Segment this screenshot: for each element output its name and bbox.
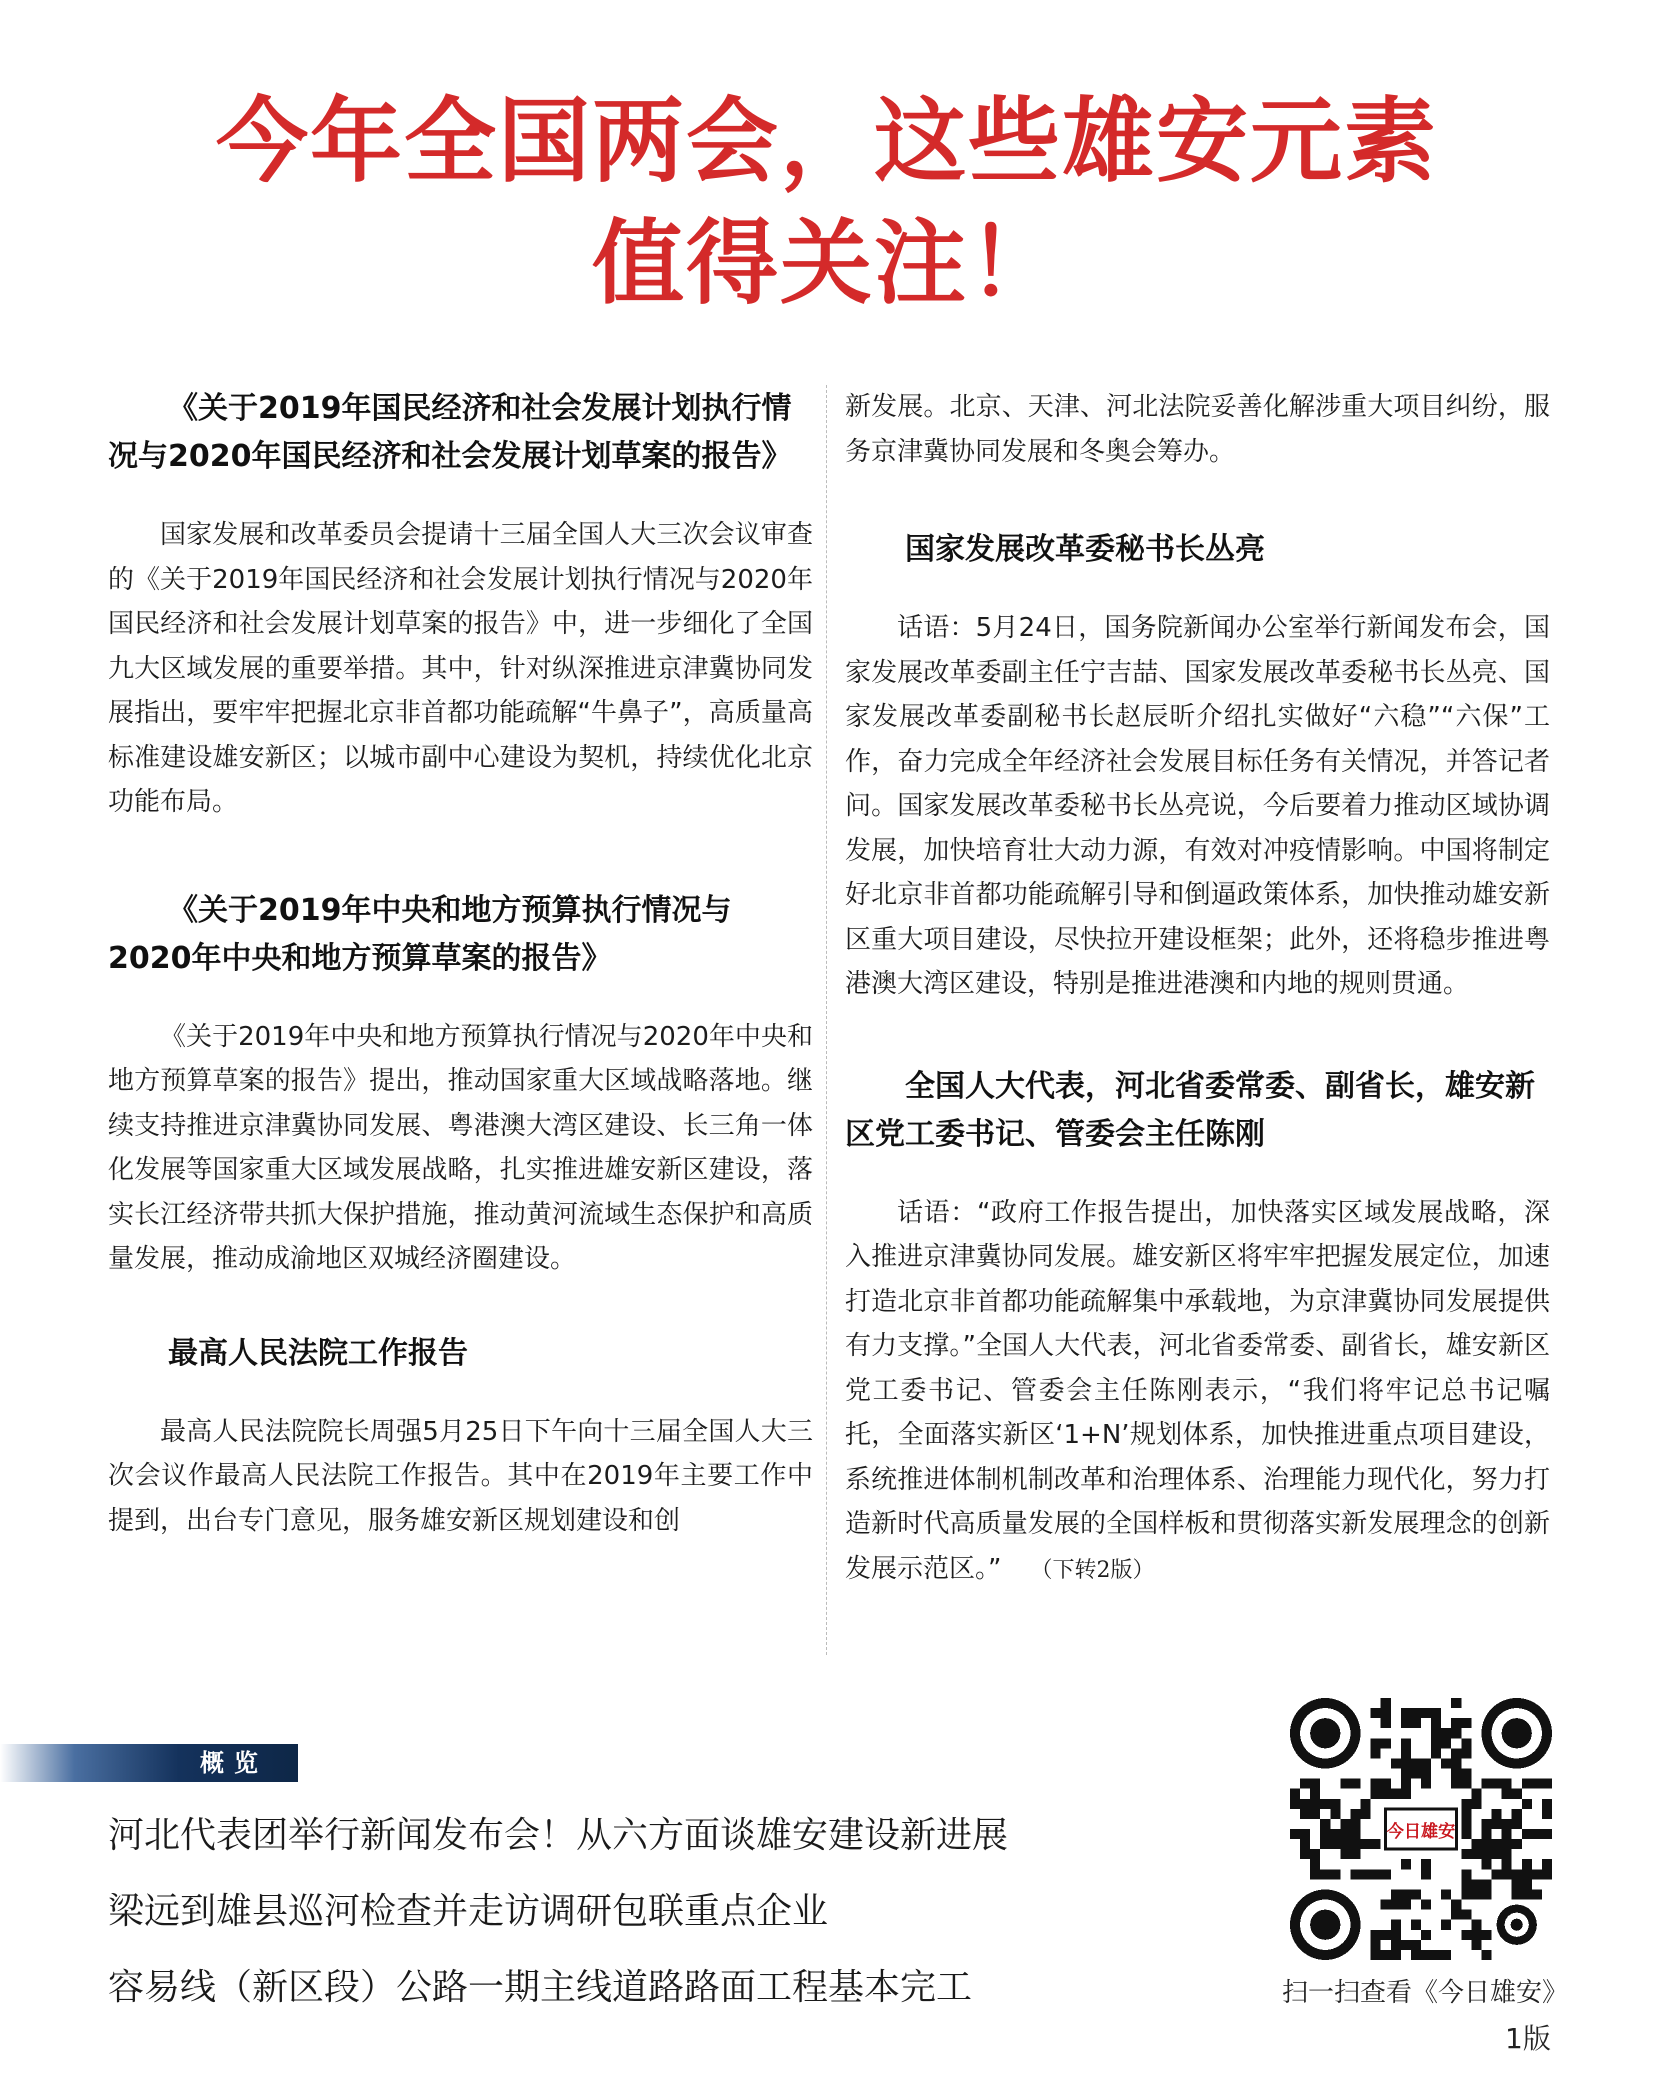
qr-module [1481,1950,1491,1960]
qr-module [1461,1889,1471,1899]
qr-module [1481,1839,1491,1849]
qr-module [1502,1859,1512,1869]
qr-module [1320,1799,1330,1809]
qr-module [1361,1839,1371,1849]
qr-module [1461,1769,1471,1779]
qr-module [1492,1819,1502,1829]
qr-module [1441,1728,1451,1738]
qr-module [1401,1748,1411,1758]
qr-module [1310,1859,1320,1869]
qr-module [1461,1910,1471,1920]
qr-module [1522,1829,1532,1839]
qr-module [1451,1900,1461,1910]
qr-module [1330,1809,1340,1819]
qr-module [1371,1869,1381,1879]
qr-module [1451,1718,1461,1728]
qr-module [1320,1839,1330,1849]
qr-module [1381,1708,1391,1718]
qr-module [1481,1819,1491,1829]
qr-module [1411,1718,1421,1728]
qr-module [1320,1819,1330,1829]
qr-module [1411,1889,1421,1899]
qr-module [1421,1708,1431,1718]
qr-module [1330,1869,1340,1879]
section-title-plan-report: 《关于2019年国民经济和社会发展计划执行情况与2020年国民经济和社会发展计划草案的报告》 [108,391,792,474]
qr-module [1431,1708,1441,1718]
qr-module [1512,1809,1522,1819]
qr-module [1350,1869,1360,1879]
qr-module [1381,1779,1391,1789]
qr-module [1381,1789,1391,1799]
right-column [845,385,1550,1635]
qr-module [1340,1829,1350,1839]
qr-module [1371,1779,1381,1789]
qr-module [1461,1738,1471,1748]
qr-module [1300,1849,1310,1859]
qr-module [1461,1799,1471,1809]
qr-module [1502,1789,1512,1799]
qr-module [1371,1708,1381,1718]
qr-module [1421,1758,1431,1768]
qr-module [1451,1758,1461,1768]
overview-label: 概览 [200,1749,268,1777]
qr-module [1542,1779,1552,1789]
qr-module [1512,1889,1522,1899]
qr-module [1401,1940,1411,1950]
qr-module [1441,1889,1451,1899]
qr-module [1340,1819,1350,1829]
qr-module [1401,1889,1411,1899]
qr-module [1310,1789,1320,1799]
qr-module [1381,1950,1391,1960]
qr-module [1401,1738,1411,1748]
section-title-cong-liang: 国家发展改革委秘书长丛亮 [905,532,1265,567]
section-title-budget-report: 《关于2019年中央和地方预算执行情况与2020年中央和地方预算草案的报告》 [108,892,732,976]
qr-module [1481,1879,1491,1889]
qr-module [1451,1728,1461,1738]
qr-module [1451,1779,1461,1789]
qr-module [1361,1869,1371,1879]
qr-module [1361,1799,1371,1809]
section-body-cong-liang: 话语：5月24日，国务院新闻办公室举行新闻发布会，国家发展改革委副主任宁吉喆、国家发展改革委秘书长丛亮、国家发展改革委副秘书长赵辰昕介绍扎实做好“六稳”“六保”工作，奋力完成全年经济社会发展目标任务有关情况，并答记者问。国家发展改革委秘书长丛亮说，今后要着力推动区域协调发展，加快培育壮大动力源，有效对冲疫情影响。中国将制定好北京非首都功能疏解引导和倒逼政策体系，加快推动雄安新区重大项目建设，尽快拉开建设框架；此外，还将稳步推进粤港澳大湾区建设，特别是推进港澳和内地的规则贯通。 [845,613,1550,999]
qr-module [1401,1779,1411,1789]
qr-module [1502,1869,1512,1879]
qr-module [1471,1920,1481,1930]
qr-module [1401,1758,1411,1768]
qr-module [1481,1930,1491,1940]
page-headline [0,80,1654,324]
qr-module [1512,1819,1522,1829]
qr-module [1532,1829,1542,1839]
qr-module [1492,1839,1502,1849]
qr-module [1340,1849,1350,1859]
qr-module [1441,1758,1451,1768]
left-column [108,385,813,1585]
qr-module [1330,1839,1340,1849]
qr-module [1492,1809,1502,1819]
qr-module [1471,1889,1481,1899]
section-body-chen-gang [845,1191,1550,1594]
qr-module [1461,1779,1471,1789]
qr-module [1300,1829,1310,1839]
qr-module [1471,1789,1481,1799]
qr-module [1542,1829,1552,1839]
section-title-court-report: 最高人民法院工作报告 [168,1335,468,1371]
overview-item-2[interactable]: 梁远到雄县巡河检查并走访调研包联重点企业 [108,1891,829,1932]
chen-gang-quote: 话语：“政府工作报告提出，加快落实区域发展战略，深入推进京津冀协同发展。雄安新区将牢牢把握发展定位，加速打造北京非首都功能疏解集中承载地，为京津冀协同发展提供有力支撑。”全国人大代表，河北省委常委、副省长，雄安新区党工委书记、管委会主任陈刚表示，“我们将牢记总书记嘱托，全面落实新区‘1+N’规划体系，加快推进重点项目建设，系统推进体制机制改革和治理体系、治理能力现代化，努力打造新时代高质量发展的全国样板和贯彻落实新发展理念的创新发展示范区。” [845,1197,1550,1584]
qr-module [1532,1889,1542,1899]
qr-module [1371,1930,1381,1940]
qr-module [1371,1940,1381,1950]
qr-module [1371,1748,1381,1758]
qr-module [1481,1779,1491,1789]
qr-module [1502,1779,1512,1789]
qr-module [1401,1900,1411,1910]
qr-module [1461,1718,1471,1728]
qr-module [1350,1829,1360,1839]
qr-module [1350,1849,1360,1859]
qr-module [1471,1940,1481,1950]
continued-on-page-2[interactable]: （下转2版） [1041,1557,1155,1583]
qr-module [1502,1819,1512,1829]
qr-module [1300,1839,1310,1849]
headline-line-2: 值得关注！ [591,209,1062,317]
qr-finder-bottom-left [1290,1889,1361,1960]
qr-module [1471,1879,1481,1889]
qr-module [1421,1779,1431,1789]
qr-module [1532,1779,1542,1789]
qr-module [1522,1889,1532,1899]
qr-module [1320,1869,1330,1879]
qr-module [1401,1718,1411,1728]
qr-module [1451,1698,1461,1708]
qr-module [1401,1789,1411,1799]
qr-module [1330,1829,1340,1839]
qr-module [1461,1930,1471,1940]
qr-module [1522,1799,1532,1809]
qr-module [1502,1849,1512,1859]
qr-module [1330,1799,1340,1809]
qr-module [1391,1940,1401,1950]
qr-module [1431,1728,1441,1738]
qr-finder-bottom-right [1497,1905,1537,1945]
qr-module [1391,1758,1401,1768]
qr-module [1512,1869,1522,1879]
qr-module [1471,1930,1481,1940]
qr-module [1290,1829,1300,1839]
qr-module [1431,1950,1441,1960]
qr-module [1441,1920,1451,1930]
qr-module [1340,1839,1350,1849]
qr-module [1492,1849,1502,1859]
qr-module [1381,1900,1391,1910]
qr-module [1350,1819,1360,1829]
qr-module [1320,1829,1330,1839]
qr-module [1461,1849,1471,1859]
qr-module [1522,1779,1532,1789]
qr-module [1421,1859,1431,1869]
qr-module [1421,1769,1431,1779]
section-body-plan-report: 国家发展和改革委员会提请十三届全国人大三次会议审查的《关于2019年国民经济和社会发展计划执行情况与2020年国民经济和社会发展计划草案的报告》中，进一步细化了全国九大区域发展的重要举措。其中，针对纵深推进京津冀协同发展指出，要牢牢把握北京非首都功能疏解“牛鼻子”，高质量高标准建设雄安新区；以城市副中心建设为契机，持续优化北京功能布局。 [108,520,813,817]
qr-module [1391,1789,1401,1799]
section-body-budget-report: 《关于2019年中央和地方预算执行情况与2020年中央和地方预算草案的报告》提出，推动国家重大区域战略落地。继续支持推进京津冀协同发展、粤港澳大湾区建设、长三角一体化发展等国家重大区域发展战略，扎实推进雄安新区建设，落实长江经济带共抓大保护措施，推动黄河流域生态保护和高质量发展，推动成渝地区双城经济圈建设。 [108,1021,813,1274]
qr-caption: 扫一扫查看《今日雄安》 [1281,1978,1568,2008]
qr-module [1542,1809,1552,1819]
qr-module [1340,1779,1350,1789]
qr-module [1461,1748,1471,1758]
qr-module [1542,1869,1552,1879]
qr-module [1411,1920,1421,1930]
court-report-continuation: 新发展。北京、天津、河北法院妥善化解涉重大项目纠纷，服务京津冀协同发展和冬奥会筹办。 [845,392,1550,467]
qr-finder-top-right [1481,1698,1552,1769]
qr-module [1391,1950,1401,1960]
qr-module [1391,1920,1401,1930]
headline-line-1: 今年全国两会，这些雄安元素 [215,87,1438,195]
qr-module [1461,1829,1471,1839]
qr-module [1471,1849,1481,1859]
qr-module [1421,1900,1431,1910]
qr-module [1522,1879,1532,1889]
qr-module [1411,1758,1421,1768]
qr-module [1381,1738,1391,1748]
qr-module [1401,1708,1411,1718]
qr-module [1290,1799,1300,1809]
qr-module [1532,1869,1542,1879]
qr-module [1522,1869,1532,1879]
qr-module [1542,1859,1552,1869]
qr-module [1361,1809,1371,1819]
qr-module [1441,1738,1451,1748]
qr-module [1381,1930,1391,1940]
qr-module [1381,1869,1391,1879]
qr-module [1371,1839,1381,1849]
qr-module [1391,1889,1401,1899]
qr-module [1300,1799,1310,1809]
qr-module [1310,1869,1320,1879]
qr-module [1461,1869,1471,1879]
qr-module [1411,1950,1421,1960]
qr-module [1461,1819,1471,1829]
qr-module [1481,1889,1491,1899]
qr-module [1350,1839,1360,1849]
page-number: 1版 [1505,2022,1551,2055]
qr-center-logo-text: 今日雄安 [1386,1822,1456,1843]
qr-module [1431,1738,1441,1748]
qr-module [1542,1799,1552,1809]
qr-module [1391,1930,1401,1940]
qr-module [1421,1930,1431,1940]
qr-module [1481,1859,1491,1869]
overview-item-3[interactable]: 容易线（新区段）公路一期主线道路路面工程基本完工 [108,1967,973,2008]
qr-module [1512,1789,1522,1799]
qr-module [1421,1950,1431,1960]
qr-module [1451,1910,1461,1920]
section-body-court-report: 最高人民法院院长周强5月25日下午向十三届全国人大三次会议作最高人民法院工作报告。其中在2019年主要工作中提到，出台专门意见，服务雄安新区规划建设和创 [108,1416,813,1536]
qr-module [1451,1769,1461,1779]
qr-module [1481,1849,1491,1859]
qr-module [1421,1869,1431,1879]
qr-module [1300,1809,1310,1819]
qr-code[interactable] [1290,1698,1552,1960]
qr-module [1310,1849,1320,1859]
qr-module [1512,1839,1522,1849]
qr-module [1411,1769,1421,1779]
qr-module [1310,1809,1320,1819]
qr-module [1512,1879,1522,1889]
qr-module [1391,1900,1401,1910]
qr-module [1371,1950,1381,1960]
qr-module [1401,1769,1411,1779]
qr-module [1431,1748,1441,1758]
qr-module [1471,1839,1481,1849]
qr-module [1502,1839,1512,1849]
qr-module [1431,1718,1441,1728]
qr-module [1441,1950,1451,1960]
qr-module [1471,1799,1481,1809]
qr-module [1350,1809,1360,1819]
qr-module [1451,1748,1461,1758]
qr-module [1350,1779,1360,1789]
qr-module [1492,1779,1502,1789]
qr-module [1461,1809,1471,1819]
qr-module [1310,1799,1320,1809]
qr-module [1371,1789,1381,1799]
qr-module [1461,1879,1471,1889]
qr-module [1371,1738,1381,1748]
qr-module [1502,1829,1512,1839]
overview-item-1[interactable]: 河北代表团举行新闻发布会！从六方面谈雄安建设新进展 [108,1815,1009,1856]
qr-module [1411,1708,1421,1718]
qr-module [1481,1829,1491,1839]
qr-module [1310,1779,1320,1789]
qr-module [1411,1940,1421,1950]
qr-module [1401,1859,1411,1869]
qr-module [1381,1698,1391,1708]
column-divider [826,385,827,1655]
section-title-chen-gang: 全国人大代表，河北省委常委、副省长，雄安新区党工委书记、管委会主任陈刚 [845,1068,1535,1152]
qr-module [1492,1869,1502,1879]
qr-module [1290,1789,1300,1799]
qr-module [1522,1859,1532,1869]
qr-module [1381,1718,1391,1728]
qr-module [1300,1779,1310,1789]
qr-finder-top-left [1290,1698,1361,1769]
